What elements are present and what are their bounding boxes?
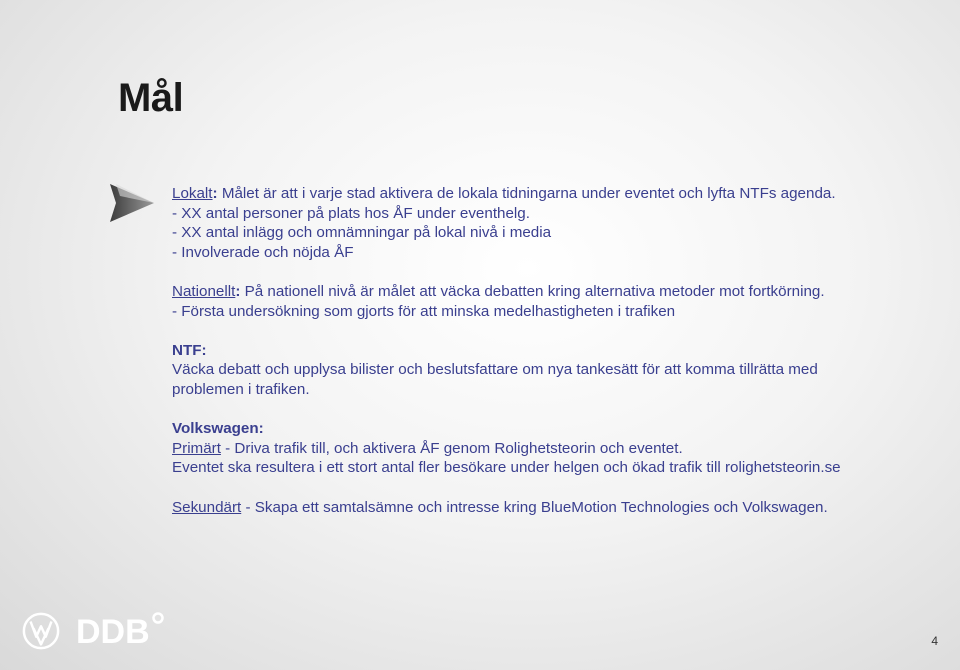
volkswagen-primary bbox=[172, 439, 852, 459]
page-title: Mål bbox=[118, 76, 184, 120]
nationellt-paragraph bbox=[172, 282, 852, 302]
page-number: 4 bbox=[931, 634, 938, 648]
lokalt-paragraph bbox=[172, 184, 852, 204]
ntf-text: Väcka debatt och upplysa bilister och beslutsfattare om nya tankesätt för att komma tillrätta med problemen i trafiken. bbox=[172, 361, 818, 398]
nationellt-text: På nationell nivå är målet att väcka debatten kring alternativa metoder mot fortkörning. bbox=[240, 282, 825, 300]
volkswagen-secondary bbox=[172, 498, 852, 518]
nationellt-item: - Första undersökning som gjorts för att minska medelhastigheten i trafiken bbox=[172, 302, 676, 320]
nationellt-colon: : bbox=[235, 282, 241, 300]
ddb-logo-icon bbox=[74, 611, 166, 647]
nationellt-label: Nationellt bbox=[172, 282, 236, 300]
lokalt-item: - Involverade och nöjda ÅF bbox=[172, 243, 354, 261]
lokalt-colon: : bbox=[212, 185, 218, 202]
ntf-heading: NTF: bbox=[172, 341, 207, 359]
lokalt-label: Lokalt bbox=[172, 185, 213, 202]
lokalt-item: - XX antal personer på plats hos ÅF under eventhelg. bbox=[172, 204, 530, 222]
primary-text: - Driva trafik till, och aktivera ÅF genom Rolighetsteorin och eventet. bbox=[220, 439, 683, 457]
arrow-bullet-icon bbox=[108, 182, 156, 224]
secondary-label: Sekundärt bbox=[172, 498, 242, 516]
volkswagen-heading: Volkswagen: bbox=[172, 420, 264, 438]
vw-logo-icon bbox=[22, 612, 60, 650]
content-body bbox=[172, 184, 852, 517]
volkswagen-primary-text2: Eventet ska resultera i ett stort antal fler besökare under helgen och ökad trafik till rolighetsteorin.se bbox=[172, 459, 841, 477]
ddb-logo-text: DDB bbox=[76, 613, 150, 647]
lokalt-text: Målet är att i varje stad aktivera de lokala tidningarna under eventet och lyfta NTFs agenda. bbox=[217, 185, 836, 202]
secondary-text: - Skapa ett samtalsämne och intresse kring BlueMotion Technologies och Volkswagen. bbox=[241, 498, 828, 516]
primary-label: Primärt bbox=[172, 439, 221, 457]
lokalt-item: - XX antal inlägg och omnämningar på lokal nivå i media bbox=[172, 224, 552, 242]
